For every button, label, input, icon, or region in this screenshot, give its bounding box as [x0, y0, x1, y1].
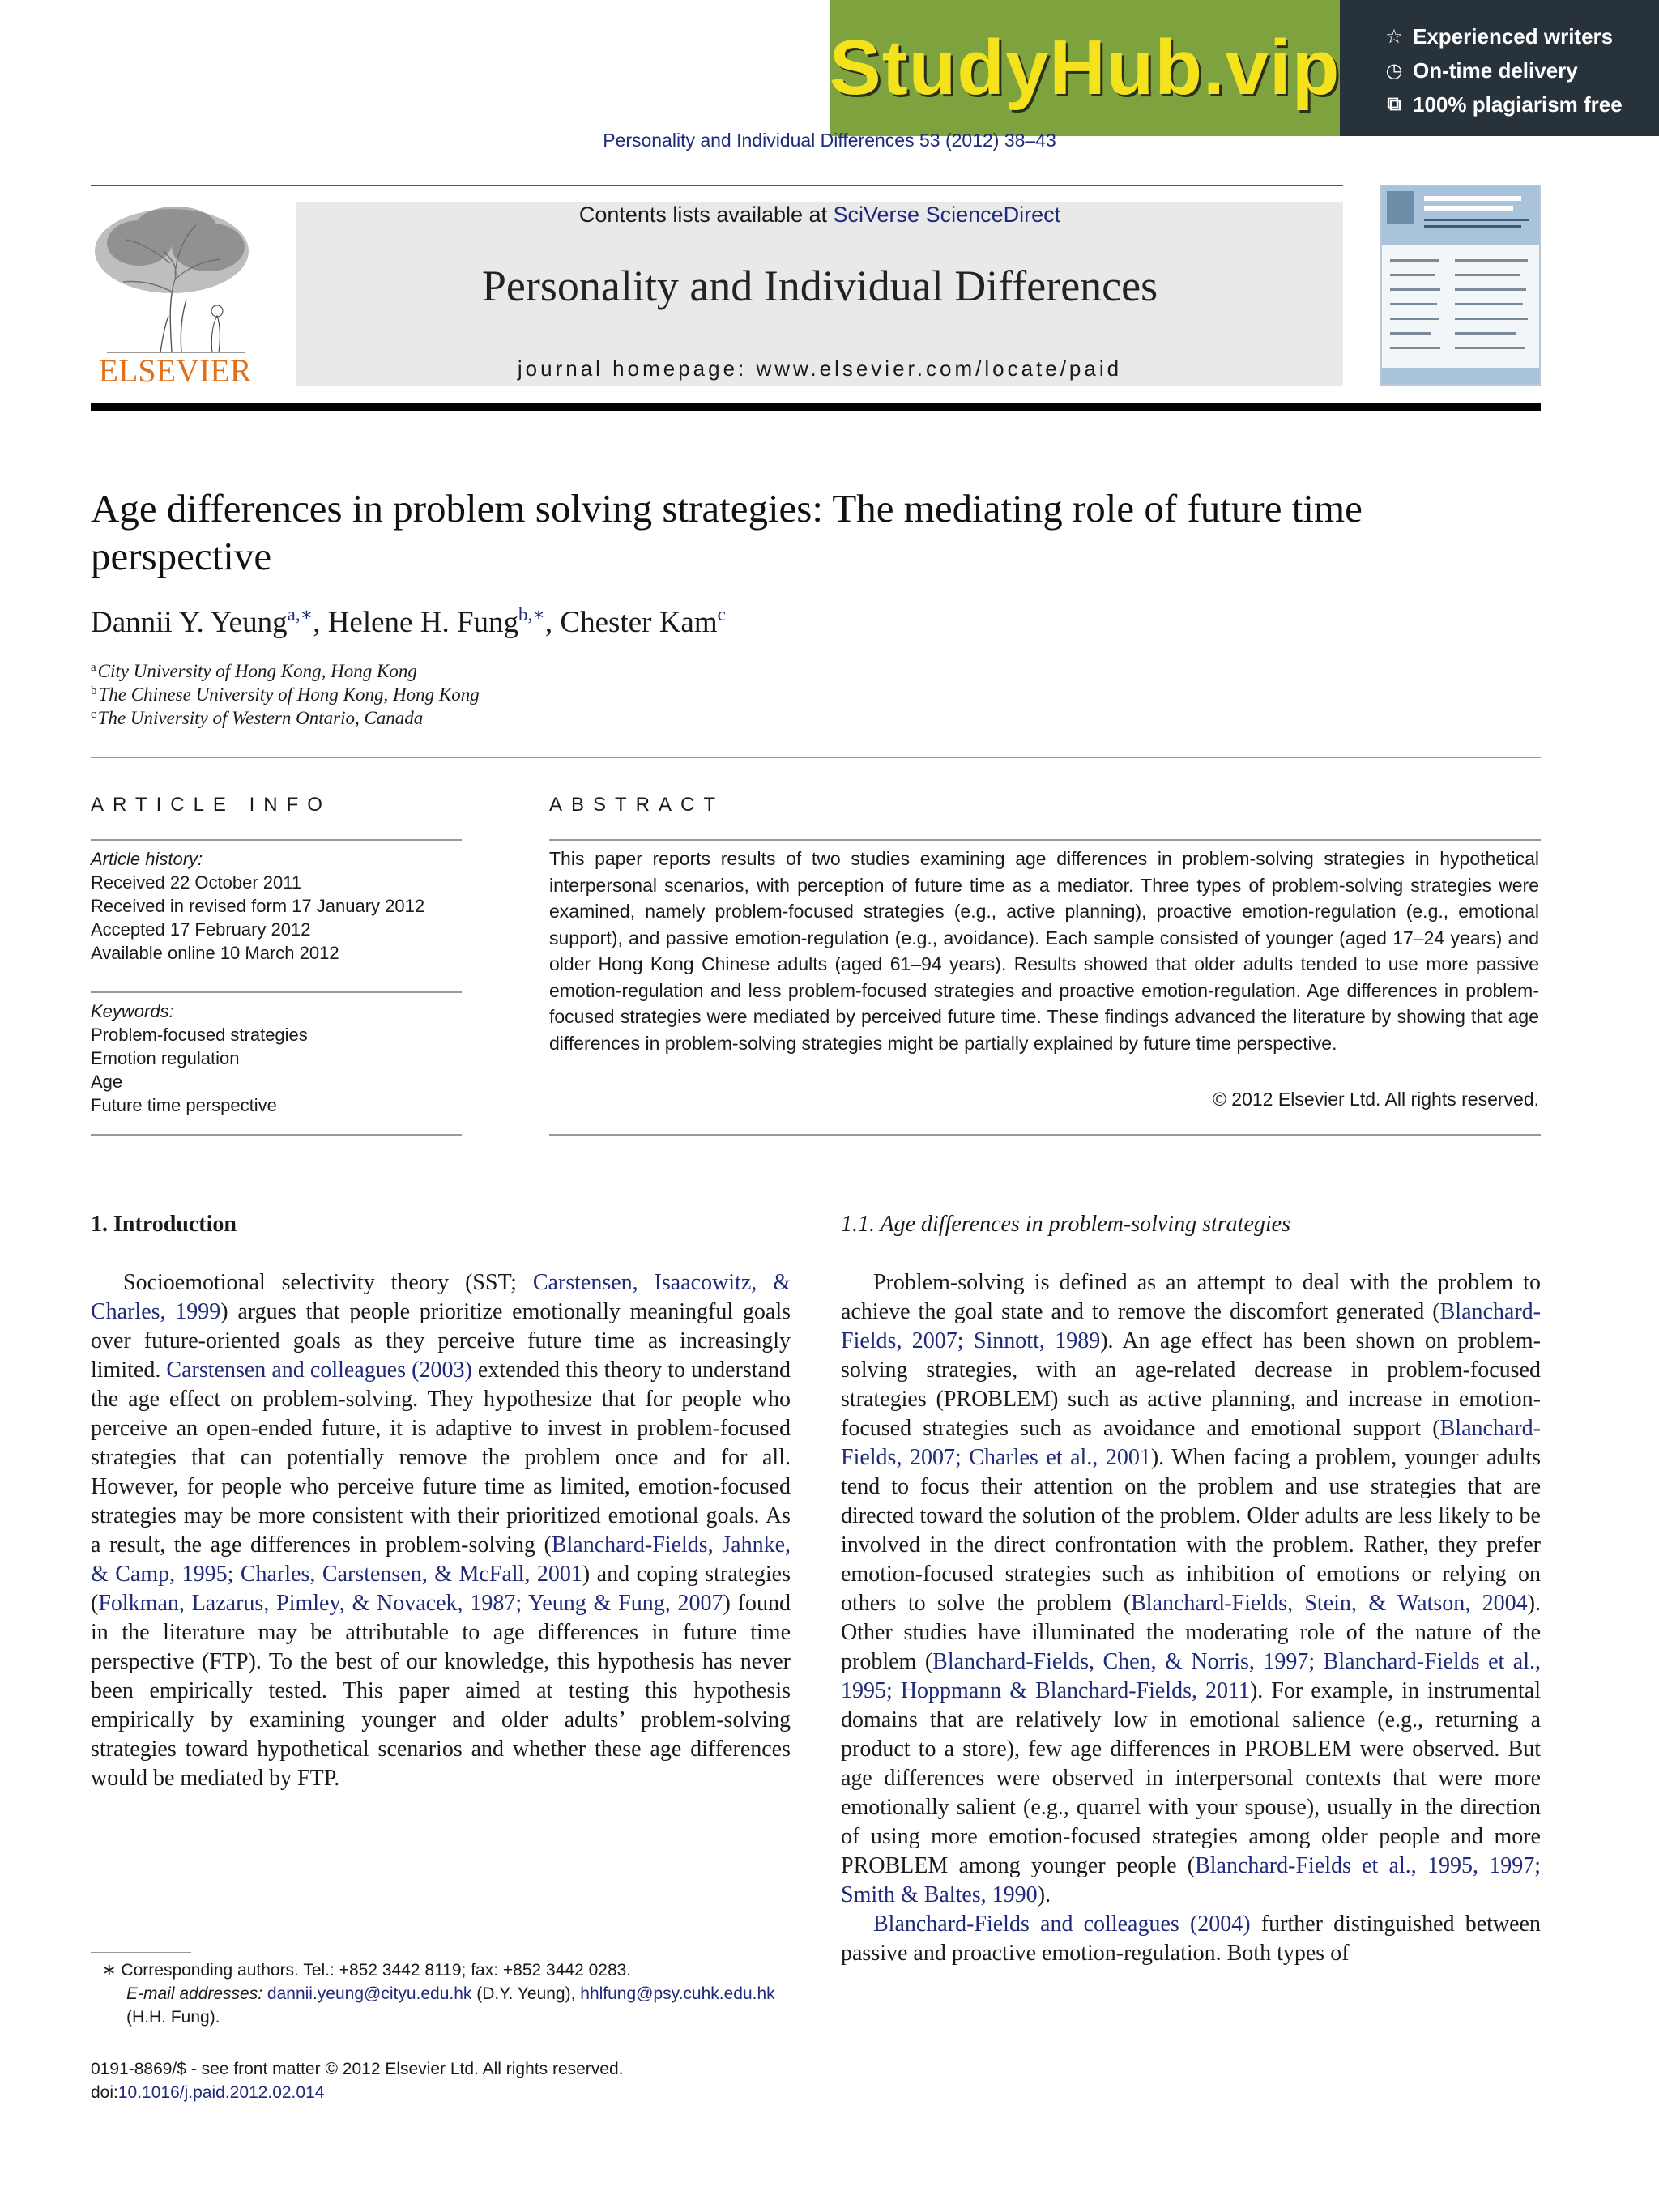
section-1-1	[841, 1210, 1541, 1968]
doi-link[interactable]: 10.1016/j.paid.2012.02.014	[117, 2083, 325, 2102]
abstract-bottom-rule	[549, 1134, 1541, 1136]
author-list: Dannii Y. Yeung$^{a,∗}$, Helene H. Fung$^{b,∗}$, Chester Kam$^c$	[91, 604, 726, 639]
introduction-paragraph: Socioemotional selectivity theory (SST; Carstensen, Isaacowitz, & Charles, 1999) argues that people prioritize emotionally meaningful goals over future-oriented goals as they perceive future time as increasingly limited. Carstensen and colleagues (2003) extended this theory to understand the age effect on problem-solving. They hypothesize that for people who perceive an open-ended future, it is adaptive to invest in problem-focused strategies that can potentially remove the problem once and for all. However, for people who perceive future time as limited, emotion-focused strategies may be more consistent with their prioritized emotional goals. As a result, the age differences in problem-solving (Blanchard-Fields, Jahnke, & Camp, 1995; Charles, Carstensen, & McFall, 2001) and coping strategies (Folkman, Lazarus, Pimley, & Novacek, 1987; Yeung & Fung, 2007) found in the literature may be attributable to age differences in future time perspective (FTP). To the best of our knowledge, this hypothesis has never been empirically tested. This paper aimed at testing this hypothesis empirically by examining younger and older adults’ problem-solving strategies toward hypothetical scenarios and whether these age differences would be mediated by FTP.	[91, 1270, 791, 1791]
masthead-thick-rule	[91, 403, 1541, 411]
article-info-heading: ARTICLE INFO	[91, 794, 331, 816]
elsevier-wordmark: ELSEVIER	[98, 352, 252, 389]
clock-icon: ◷	[1385, 59, 1403, 82]
history-item: Available online 10 March 2012	[91, 943, 339, 963]
keyword: Problem-focused strategies	[91, 1025, 308, 1045]
banner-features	[1340, 0, 1659, 136]
author-name: Helene H. Fung	[327, 606, 519, 639]
journal-title: Personality and Individual Differences	[481, 262, 1158, 310]
affiliation-rule	[91, 757, 1541, 758]
abstract-rule	[549, 839, 1541, 841]
corresponding-footnote: ∗ Corresponding authors. Tel.: +852 3442 8119; fax: +852 3442 0283. E-mail addresses: dannii.yeung@cityu.edu.hk (D.Y. Yeung), hhlfung@psy.cuhk.edu.hk (H.H. Fung).	[102, 1961, 775, 2027]
star-icon: ☆	[1385, 25, 1403, 48]
affiliation-a: $^a$City University of Hong Kong, Hong Kong	[91, 661, 417, 681]
history-item: Received 22 October 2011	[91, 872, 302, 893]
section-paragraph: Problem-solving is defined as an attempt to deal with the problem to achieve the goal state and to remove the discomfort generated (Blanchard-Fields, 2007; Sinnott, 1989). An age effect has been shown on problem-solving strategies, with an age-related decrease in problem-focused strategies (PROBLEM) such as active planning, and increase in emotion-focused strategies such as avoidance and emotional support (Blanchard-Fields, 2007; Charles et al., 2001). When facing a problem, younger adults tend to focus their attention on the problem and use strategies that are directed toward the solution of the problem. Older adults are less likely to be involved in the direct confrontation with the problem. Rather, they prefer emotion-focused strategies such as inhibition of emotions or relying on others to solve the problem (Blanchard-Fields, Stein, & Watson, 2004). Other studies have illuminated the moderating role of the nature of the problem (Blanchard-Fields, Chen, & Norris, 1997; Blanchard-Fields et al., 1995; Hoppmann & Blanchard-Fields, 2011). For example, in instrumental domains that are relatively low in emotional salience (e.g., returning a product to a store), few age differences in PROBLEM were observed. But age differences were observed in interpersonal contexts that were more emotionally salient (e.g., quarrel with your spouse), usually in the direction of using more emotion-focused strategies among older people and more PROBLEM among younger people (Blanchard-Fields et al., 1995, 1997; Smith & Baltes, 1990).	[841, 1270, 1541, 1907]
footnote-rule	[91, 1952, 191, 1953]
journal-reference[interactable]: Personality and Individual Differences 53 (2012) 38–43	[603, 130, 1056, 151]
front-matter: 0191-8869/$ - see front matter © 2012 Elsevier Ltd. All rights reserved. doi:10.1016/j.paid.2012.02.014	[91, 2060, 624, 2102]
citation-link[interactable]: Carstensen, Isaacowitz, & Charles, 1999	[91, 1270, 791, 1324]
affiliation-c: $^c$The University of Western Ontario, Canada	[91, 708, 424, 728]
citation-link[interactable]: Blanchard-Fields and colleagues (2004)	[873, 1912, 1251, 1937]
copy-icon: ⧉	[1387, 93, 1401, 115]
section-1-1-heading: 1.1. Age differences in problem-solving strategies	[841, 1212, 1290, 1237]
feature-plagiarism-free	[1384, 87, 1659, 121]
studyhub-banner[interactable]	[830, 0, 1340, 136]
keywords-rule	[91, 991, 462, 993]
article-title: Age differences in problem solving strategies: The mediating role of future time perspective	[91, 486, 1363, 578]
keyword: Age	[91, 1072, 123, 1092]
article-info-rule	[91, 839, 462, 841]
introduction-heading: 1. Introduction	[91, 1212, 237, 1237]
citation-link[interactable]: Carstensen and colleagues (2003)	[166, 1357, 472, 1383]
abstract-heading: ABSTRACT	[549, 794, 725, 816]
journal-cover-thumbnail[interactable]	[1380, 185, 1541, 386]
email-link[interactable]: hhlfung@psy.cuhk.edu.hk	[580, 1984, 775, 2003]
email-link[interactable]: dannii.yeung@cityu.edu.hk	[267, 1984, 472, 2003]
author-name: Dannii Y. Yeung	[91, 606, 288, 639]
abstract-copyright: © 2012 Elsevier Ltd. All rights reserved.	[1212, 1089, 1539, 1110]
studyhub-logo: StudyHub.vip	[829, 24, 1341, 111]
article-info-bottom-rule	[91, 1134, 462, 1136]
citation-link[interactable]: Blanchard-Fields, Stein, & Watson, 2004	[1131, 1591, 1528, 1616]
author-affiliation-mark[interactable]: c	[717, 604, 726, 624]
feature-label: 100% plagiarism free	[1413, 92, 1623, 117]
contents-line: Contents lists available at SciVerse ScienceDirect	[578, 202, 1061, 227]
keyword: Future time perspective	[91, 1095, 277, 1115]
keyword: Emotion regulation	[91, 1048, 240, 1068]
author-name: Chester Kam	[560, 606, 718, 639]
citation-link[interactable]: Blanchard-Fields, 2007; Charles et al., 2001	[841, 1416, 1541, 1470]
affiliation-b: $^b$The Chinese University of Hong Kong, Hong Kong	[91, 684, 480, 705]
history-item: Received in revised form 17 January 2012	[91, 896, 425, 916]
citation-link[interactable]: Blanchard-Fields, 2007; Sinnott, 1989	[841, 1299, 1541, 1353]
header-rule	[91, 185, 1343, 186]
abstract-text: This paper reports results of two studies examining age differences in problem-solving strategies in hypothetical interpersonal scenarios, with perception of future time as a mediator. Three types of problem-solving strategies were examined, namely problem-focused strategies (e.g., active planning), proactive emotion-regulation (e.g., emotional support), and passive emotion-regulation (e.g., avoidance). Each sample consisted of younger (aged 17–24 years) and older Hong Kong Chinese adults (aged 61–94 years). Results showed that older adults tended to use more passive emotion-regulation and less problem-focused strategies and proactive emotion-regulation. Age differences in problem-focused strategies were mediated by perceived future time. These findings advanced the literature by showing that age differences in problem-solving strategies might be partially explained by future time perspective.	[549, 848, 1539, 1054]
keywords: Keywords: Problem-focused strategies Emotion regulation Age Future time perspective	[91, 1001, 308, 1115]
sciencedirect-link[interactable]: SciVerse ScienceDirect	[833, 202, 1061, 227]
author-affiliation-mark[interactable]: b,∗	[518, 604, 545, 624]
introduction-section	[91, 1210, 791, 1793]
citation-link[interactable]: Folkman, Lazarus, Pimley, & Novacek, 1987; Yeung & Fung, 2007	[98, 1591, 723, 1616]
citation-link[interactable]: Blanchard-Fields, Jahnke, & Camp, 1995; Charles, Carstensen, & McFall, 2001	[91, 1532, 791, 1587]
history-item: Accepted 17 February 2012	[91, 919, 311, 940]
feature-experienced-writers	[1384, 19, 1659, 53]
author-affiliation-mark[interactable]: a,∗	[287, 604, 313, 624]
feature-label: On-time delivery	[1413, 58, 1578, 83]
journal-homepage[interactable]: journal homepage: www.elsevier.com/locate/paid	[517, 356, 1123, 381]
citation-link[interactable]: Blanchard-Fields et al., 1995, 1997; Smith & Baltes, 1990	[841, 1853, 1541, 1907]
section-paragraph: Blanchard-Fields and colleagues (2004) further distinguished between passive and proactive emotion-regulation. Both types of	[841, 1912, 1541, 1966]
citation-link[interactable]: Blanchard-Fields, Chen, & Norris, 1997; Blanchard-Fields et al., 1995; Hoppmann & Blanchard-Fields, 2011	[841, 1649, 1541, 1703]
feature-on-time-delivery	[1384, 53, 1659, 87]
article-history: Article history: Received 22 October 2011 Received in revised form 17 January 2012 Accepted 17 February 2012 Available online 10 March 2012	[91, 849, 425, 963]
feature-label: Experienced writers	[1413, 23, 1614, 49]
